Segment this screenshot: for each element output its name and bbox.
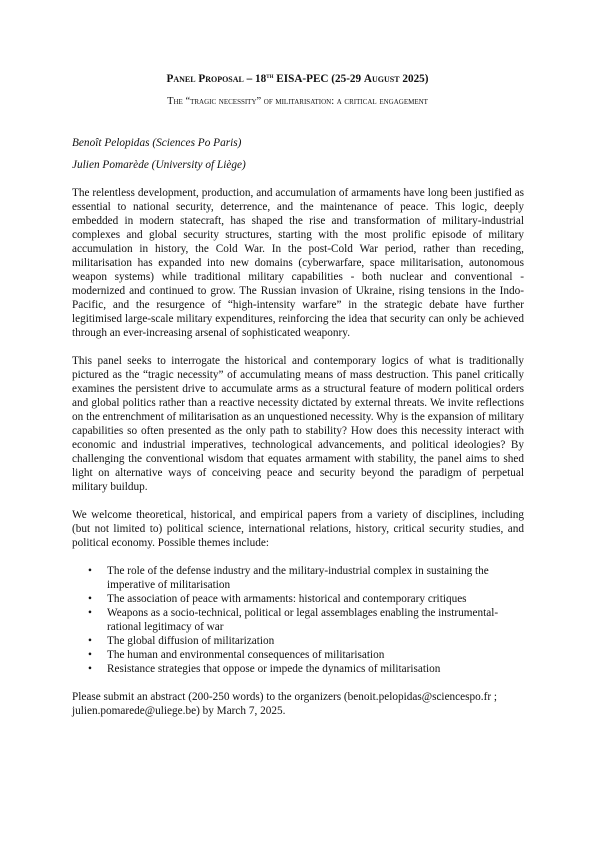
document-body — [72, 186, 524, 732]
document-title — [0, 72, 595, 86]
title-part-2: EISA-PEC (25-29 — [273, 73, 364, 85]
document-subtitle: The “tragic necessity” of militarisation: a critical engagement — [167, 96, 428, 107]
theme-text: The role of the defense industry and the military-industrial complex in sustaining the imperative of militarisation — [107, 565, 489, 591]
theme-item — [72, 662, 524, 676]
paragraph-submission: Please submit an abstract (200-250 words) to the organizers (benoit.pelopidas@sciencespo.fr ; julien.pomarede@uliege.be) by March 7, 2025. — [72, 691, 498, 717]
theme-text: The global diffusion of militarization — [107, 635, 275, 647]
themes-list — [72, 564, 524, 676]
author-1: Benoît Pelopidas (Sciences Po Paris) — [72, 137, 242, 149]
theme-text: The human and environmental consequences of militarisation — [107, 649, 385, 661]
theme-text: Weapons as a socio-technical, political or legal assemblages enabling the instrumental-rational legitimacy of war — [107, 607, 499, 633]
author-2: Julien Pomarède (University of Liège) — [72, 159, 246, 171]
bullet-icon: • — [88, 649, 92, 661]
bullet-icon: • — [88, 593, 92, 605]
title-part-1: Panel Proposal – 18 — [166, 73, 267, 85]
bullet-icon: • — [88, 565, 92, 577]
bullet-icon: • — [88, 663, 92, 675]
theme-item — [72, 564, 524, 592]
title-superscript: th — [266, 72, 274, 80]
theme-text: Resistance strategies that oppose or impede the dynamics of militarisation — [107, 663, 441, 675]
paragraph-context: The relentless development, production, and accumulation of armaments have long been justified as essential to national security, deterrence, and the maintenance of peace. This logic, deeply embedded in modern statecraft, has shaped the rise and transformation of military-industrial complexes and global security structures, starting with the most prolific episode of military accumulation in history, the Cold War. In the post-Cold War period, rather than receding, militarisation has expanded into new domains (cyberwarfare, space militarisation, autonomous weapon systems) while traditional military capabilities - both nuclear and conventional - modernized and continued to grow. The Russian invasion of Ukraine, rising tensions in the Indo-Pacific, and the resurgence of “high-intensity warfare” in the strategic debate have further legitimised large-scale military expenditures, reinforcing the idea that security can only be achieved through an ever-increasing arsenal of sophisticated weaponry. — [72, 187, 524, 339]
title-part-3: August — [363, 73, 400, 85]
theme-text: The association of peace with armaments: historical and contemporary critiques — [107, 593, 467, 605]
theme-item — [72, 606, 524, 634]
theme-item — [72, 634, 524, 648]
paragraph-call: We welcome theoretical, historical, and empirical papers from a variety of disciplines, including (but not limited to) political science, international relations, history, critical security studies, and political economy. Possible themes include: — [72, 509, 524, 549]
bullet-icon: • — [88, 635, 92, 647]
bullet-icon: • — [88, 607, 92, 619]
theme-item — [72, 592, 524, 606]
theme-item — [72, 648, 524, 662]
title-part-4: 2025) — [399, 73, 429, 85]
paragraph-aims: This panel seeks to interrogate the historical and contemporary logics of what is traditionally pictured as the “tragic necessity” of accumulating means of mass destruction. This panel critically examines the persistent drive to accumulate arms as a structural feature of modern political orders and global politics rather than a reactive necessity dictated by external threats. We invite reflections on the entrenchment of militarisation as an unquestioned necessity. Why is the expansion of military capabilities so often presented as the only path to stability? How does this necessity interact with economic and industrial imperatives, technological advancements, and political ideologies? By challenging the conventional wisdom that equates armament with stability, the panel aims to shed light on alternative ways of conceiving peace and security beyond the paradigm of perpetual military buildup. — [72, 355, 524, 493]
